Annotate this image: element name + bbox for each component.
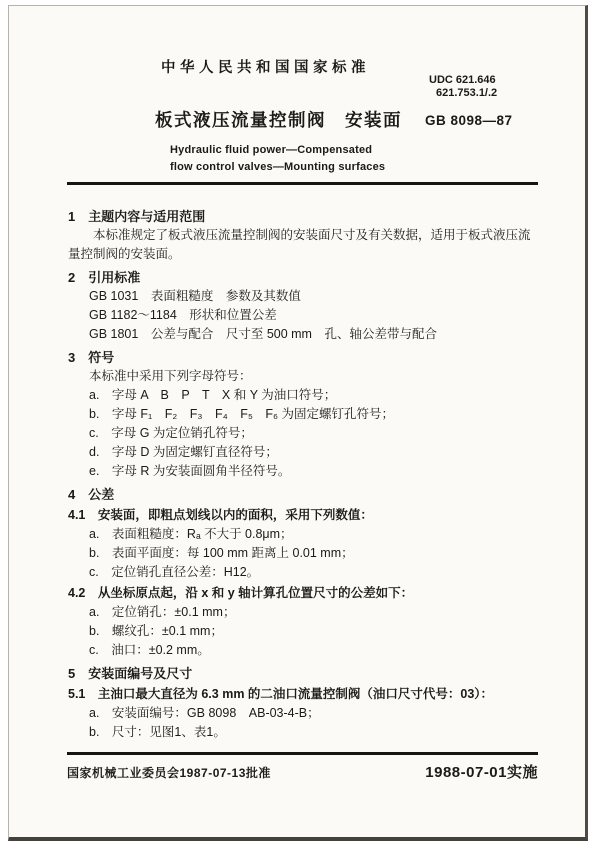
section-2-heading: 2 引用标准	[68, 270, 141, 285]
udc-line-1: UDC 621.646	[429, 74, 496, 86]
clause-5-1-heading: 5.1 主油口最大直径为 6.3 mm 的二油口流量控制阀（油口尺寸代号：03）：	[68, 687, 494, 701]
section-3-intro: 本标准中采用下列字母符号：	[89, 369, 252, 383]
udc-line-2: 621.753.1/.2	[436, 87, 498, 99]
symbol-item: e. 字母 R 为安装面圆角半径符号。	[89, 464, 291, 478]
implementation-date: 1988-07-01实施	[425, 764, 538, 781]
section-5-heading: 5 安装面编号及尺寸	[68, 666, 193, 681]
symbol-item: c. 字母 G 为定位销孔符号；	[89, 426, 253, 440]
document-body	[68, 203, 540, 742]
document-title-cn: 板式液压流量控制阀 安装面	[155, 110, 402, 130]
standard-number: GB 8098—87	[425, 113, 513, 128]
udc-block	[429, 74, 497, 100]
tolerance-item: a. 表面粗糙度：Rₐ 不大于 0.8μm；	[89, 527, 293, 541]
tolerance-item: c. 油口：±0.2 mm。	[89, 643, 210, 657]
header-divider	[67, 182, 538, 185]
section-1-heading: 1 主题内容与适用范围	[68, 209, 206, 224]
section-1-paragraph: 本标准规定了板式液压流量控制阀的安装面尺寸及有关数据，适用于板式液压流量控制阀的安装面。	[68, 228, 531, 261]
mounting-surface-item: a. 安装面编号：GB 8098 AB-03-4-B；	[89, 706, 320, 720]
reference-item: GB 1031 表面粗糙度 参数及其数值	[89, 289, 301, 303]
tolerance-item: a. 定位销孔：±0.1 mm；	[89, 605, 236, 619]
approval-note: 国家机械工业委员会1987-07-13批准	[67, 766, 271, 780]
tolerance-item: c. 定位销孔直径公差：H12。	[89, 565, 260, 579]
document-footer	[67, 761, 538, 782]
english-title-line-2: flow control valves—Mounting surfaces	[170, 161, 386, 173]
tolerance-item: b. 表面平面度：每 100 mm 距离上 0.01 mm；	[89, 546, 354, 560]
scanned-page	[8, 5, 588, 841]
clause-4-1-heading: 4.1 安装面，即粗点划线以内的面积，采用下列数值：	[68, 508, 373, 522]
tolerance-item: b. 螺纹孔：±0.1 mm；	[89, 624, 223, 638]
section-4-heading: 4 公差	[68, 487, 115, 502]
english-title-line-1: Hydraulic fluid power—Compensated	[170, 144, 373, 156]
section-3-heading: 3 符号	[68, 350, 115, 365]
symbol-item: a. 字母 A B P T X 和 Y 为油口符号；	[89, 388, 337, 402]
reference-item: GB 1801 公差与配合 尺寸至 500 mm 孔、轴公差带与配合	[89, 327, 437, 341]
document-title-en	[170, 142, 385, 176]
symbol-item: b. 字母 F₁ F₂ F₃ F₄ F₅ F₆ 为固定螺钉孔符号；	[89, 407, 395, 421]
mounting-surface-item: b. 尺寸：见图1、表1。	[89, 725, 226, 739]
standard-label: 中华人民共和国国家标准	[161, 60, 370, 76]
reference-item: GB 1182～1184 形状和位置公差	[89, 308, 277, 322]
footer-divider	[67, 752, 538, 755]
symbol-item: d. 字母 D 为固定螺钉直径符号；	[89, 445, 278, 459]
clause-4-2-heading: 4.2 从坐标原点起，沿 x 和 y 轴计算孔位置尺寸的公差如下：	[68, 586, 414, 600]
